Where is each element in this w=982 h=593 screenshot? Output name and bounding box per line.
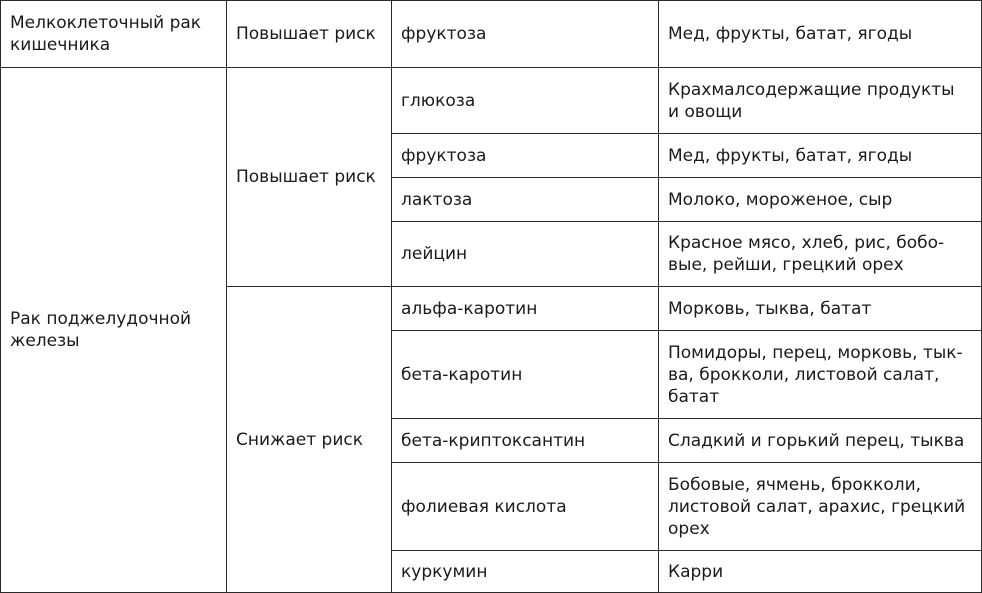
sources-cell: Бобовые, ячмень, брокколи, листовой салат, арахис, грецкий орех (659, 463, 982, 551)
substance-cell: лейцин (392, 222, 659, 287)
cancer-type-cell: Рак поджелудочной железы (1, 68, 227, 593)
substance-cell: фруктоза (392, 1, 659, 68)
sources-cell: Морковь, тыква, батат (659, 287, 982, 331)
sources-cell: Сладкий и горький перец, тыква (659, 419, 982, 463)
sources-cell: Карри (659, 551, 982, 593)
substance-cell: фолиевая кислота (392, 463, 659, 551)
substance-cell: лактоза (392, 178, 659, 222)
sources-cell: Красное мясо, хлеб, рис, бобо-вые, рейши, грецкий орех (659, 222, 982, 287)
substance-cell: бета-криптоксантин (392, 419, 659, 463)
sources-cell: Помидоры, перец, морковь, тык-ва, брокколи, листовой салат, батат (659, 331, 982, 419)
sources-cell: Мед, фрукты, батат, ягоды (659, 134, 982, 178)
effect-cell: Повышает риск (227, 1, 392, 68)
table-row (1, 1, 982, 68)
effect-cell: Повышает риск (227, 68, 392, 287)
substance-cell: фруктоза (392, 134, 659, 178)
sources-cell: Мед, фрукты, батат, ягоды (659, 1, 982, 68)
cancer-type-cell: Мелкоклеточный рак кишечника (1, 1, 227, 68)
substance-cell: альфа-каротин (392, 287, 659, 331)
sources-cell: Молоко, мороженое, сыр (659, 178, 982, 222)
effect-cell: Снижает риск (227, 287, 392, 593)
substance-cell: бета-каротин (392, 331, 659, 419)
substance-cell: куркумин (392, 551, 659, 593)
substance-cell: глюкоза (392, 68, 659, 134)
sources-cell: Крахмалсодержащие продукты и овощи (659, 68, 982, 134)
table-row (1, 68, 982, 134)
